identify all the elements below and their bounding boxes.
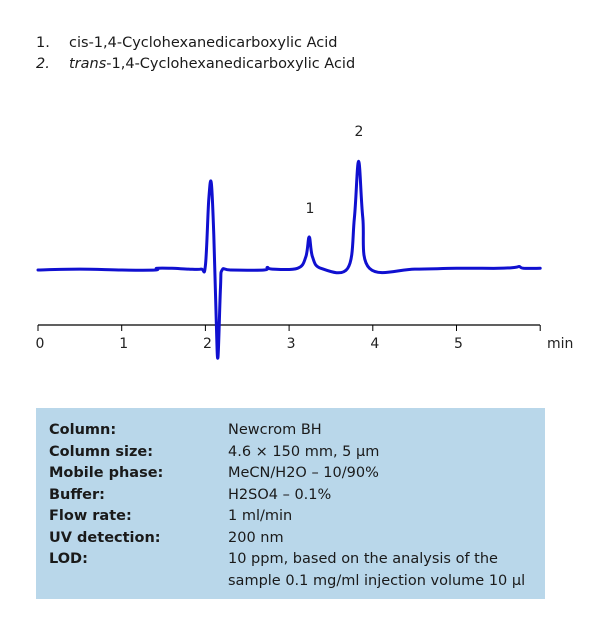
legend-prefix: trans xyxy=(69,56,107,72)
condition-label: LOD: xyxy=(49,551,88,567)
condition-row-flow-rate xyxy=(49,506,528,527)
legend-prefix: cis xyxy=(69,35,89,51)
legend-name: -1,4-Cyclohexanedicarboxylic Acid xyxy=(88,35,338,51)
condition-row-lod xyxy=(49,549,528,570)
method-conditions-panel xyxy=(36,408,545,599)
x-axis-ticks xyxy=(38,325,540,331)
svg-text:2: 2 xyxy=(202,336,212,352)
svg-text:4: 4 xyxy=(370,336,380,352)
condition-row-uv-detection xyxy=(49,528,528,549)
condition-value: H2SO4 – 0.1% xyxy=(228,486,332,503)
svg-text:0: 0 xyxy=(35,336,45,352)
x-axis-unit-label: min xyxy=(547,336,574,352)
condition-label: Column size: xyxy=(49,443,154,460)
legend-number: 1. xyxy=(36,35,50,51)
condition-label: UV detection: xyxy=(49,529,161,546)
legend-name: -1,4-Cyclohexanedicarboxylic Acid xyxy=(106,56,356,72)
svg-text:3: 3 xyxy=(286,336,296,352)
condition-value: sample 0.1 mg/ml injection volume 10 µl xyxy=(228,572,526,589)
condition-label xyxy=(49,571,228,592)
legend-number: 2. xyxy=(36,56,50,72)
condition-value: 4.6 × 150 mm, 5 µm xyxy=(228,443,380,460)
condition-value: Newcrom BH xyxy=(228,422,322,438)
condition-label: Column: xyxy=(49,422,117,438)
condition-row-column-size xyxy=(49,442,528,463)
peak-label-2: 2 xyxy=(354,124,364,140)
condition-value: 10 ppm, based on the analysis of the xyxy=(228,551,498,567)
peak-label-1: 1 xyxy=(305,201,315,217)
condition-value: 1 ml/min xyxy=(228,508,293,524)
condition-row-column xyxy=(49,420,528,441)
condition-row-buffer xyxy=(49,485,528,506)
condition-row-lod-continued xyxy=(49,571,528,592)
x-axis-tick-labels xyxy=(36,336,463,352)
condition-value: MeCN/H2O – 10/90% xyxy=(228,465,379,481)
condition-label: Buffer: xyxy=(49,486,105,503)
condition-label: Flow rate: xyxy=(49,508,132,524)
condition-row-mobile-phase xyxy=(49,463,528,484)
svg-text:1: 1 xyxy=(119,336,129,352)
condition-value: 200 nm xyxy=(228,529,284,546)
condition-label: Mobile phase: xyxy=(49,465,164,481)
svg-text:5: 5 xyxy=(454,336,463,352)
